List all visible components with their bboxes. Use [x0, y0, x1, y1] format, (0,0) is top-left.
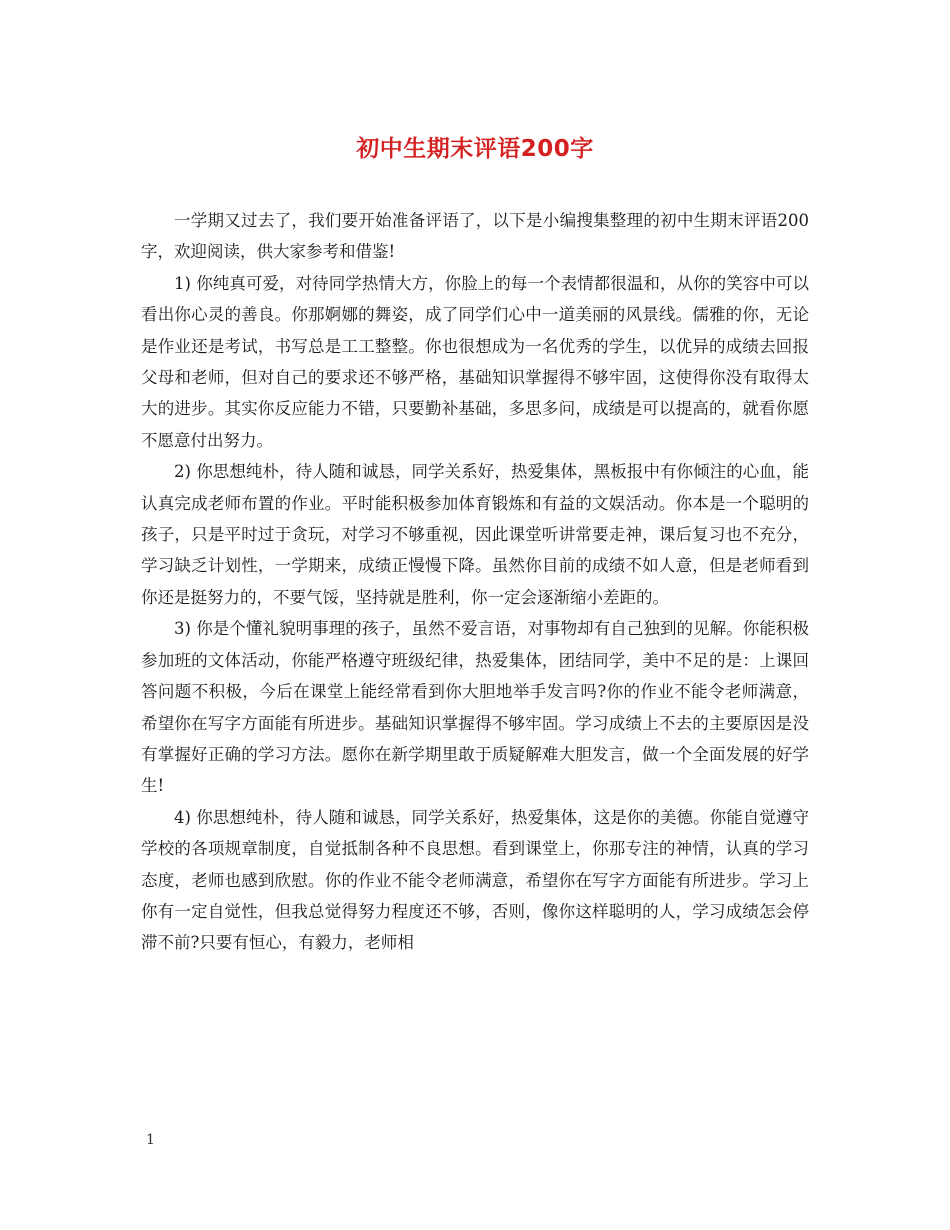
comment-paragraph-3: 3) 你是个懂礼貌明事理的孩子，虽然不爱言语，对事物却有自己独到的见解。你能积极参加班的文体活动，你能严格遵守班级纪律，热爱集体，团结同学，美中不足的是：上课回答问题不积极，今后在课堂上能经常看到你大胆地举手发言吗?你的作业不能令老师满意，希望你在写字方面能有所进步。基础知识掌握得不够牢固。学习成绩上不去的主要原因是没有掌握好正确的学习方法。愿你在新学期里敢于质疑解难大胆发言，做一个全面发展的好学生!: [141, 619, 809, 796]
intro-paragraph: 一学期又过去了，我们要开始准备评语了，以下是小编搜集整理的初中生期末评语200字，欢迎阅读，供大家参考和借鉴!: [141, 211, 809, 262]
page-number: 1: [146, 1132, 155, 1148]
document-body: [141, 205, 809, 959]
comment-paragraph-1: 1) 你纯真可爱，对待同学热情大方，你脸上的每一个表情都很温和，从你的笑容中可以看出你心灵的善良。你那婀娜的舞姿，成了同学们心中一道美丽的风景线。儒雅的你，无论是作业还是考试，书写总是工工整整。你也很想成为一名优秀的学生，以优异的成绩去回报父母和老师，但对自己的要求还不够严格，基础知识掌握得不够牢固，这使得你没有取得太大的进步。其实你反应能力不错，只要勤补基础，多思多问，成绩是可以提高的，就看你愿不愿意付出努力。: [141, 273, 809, 450]
comment-paragraph-4: 4) 你思想纯朴，待人随和诚恳，同学关系好，热爱集体，这是你的美德。你能自觉遵守学校的各项规章制度，自觉抵制各种不良思想。看到课堂上，你那专注的神情，认真的学习态度，老师也感到欣慰。你的作业不能令老师满意，希望你在写字方面能有所进步。学习上你有一定自觉性，但我总觉得努力程度还不够，否则，像你这样聪明的人，学习成绩怎会停滞不前?只要有恒心，有毅力，老师相: [141, 807, 809, 953]
document-title: 初中生期末评语200字: [356, 136, 594, 162]
comment-paragraph-2: 2) 你思想纯朴，待人随和诚恳，同学关系好，热爱集体，黑板报中有你倾注的心血，能认真完成老师布置的作业。平时能积极参加体育锻炼和有益的文娱活动。你本是一个聪明的孩子，只是平时过于贪玩，对学习不够重视，因此课堂听讲常要走神，课后复习也不充分，学习缺乏计划性，一学期来，成绩正慢慢下降。虽然你目前的成绩不如人意，但是老师看到你还是挺努力的，不要气馁，坚持就是胜利，你一定会逐渐缩小差距的。: [141, 462, 809, 607]
